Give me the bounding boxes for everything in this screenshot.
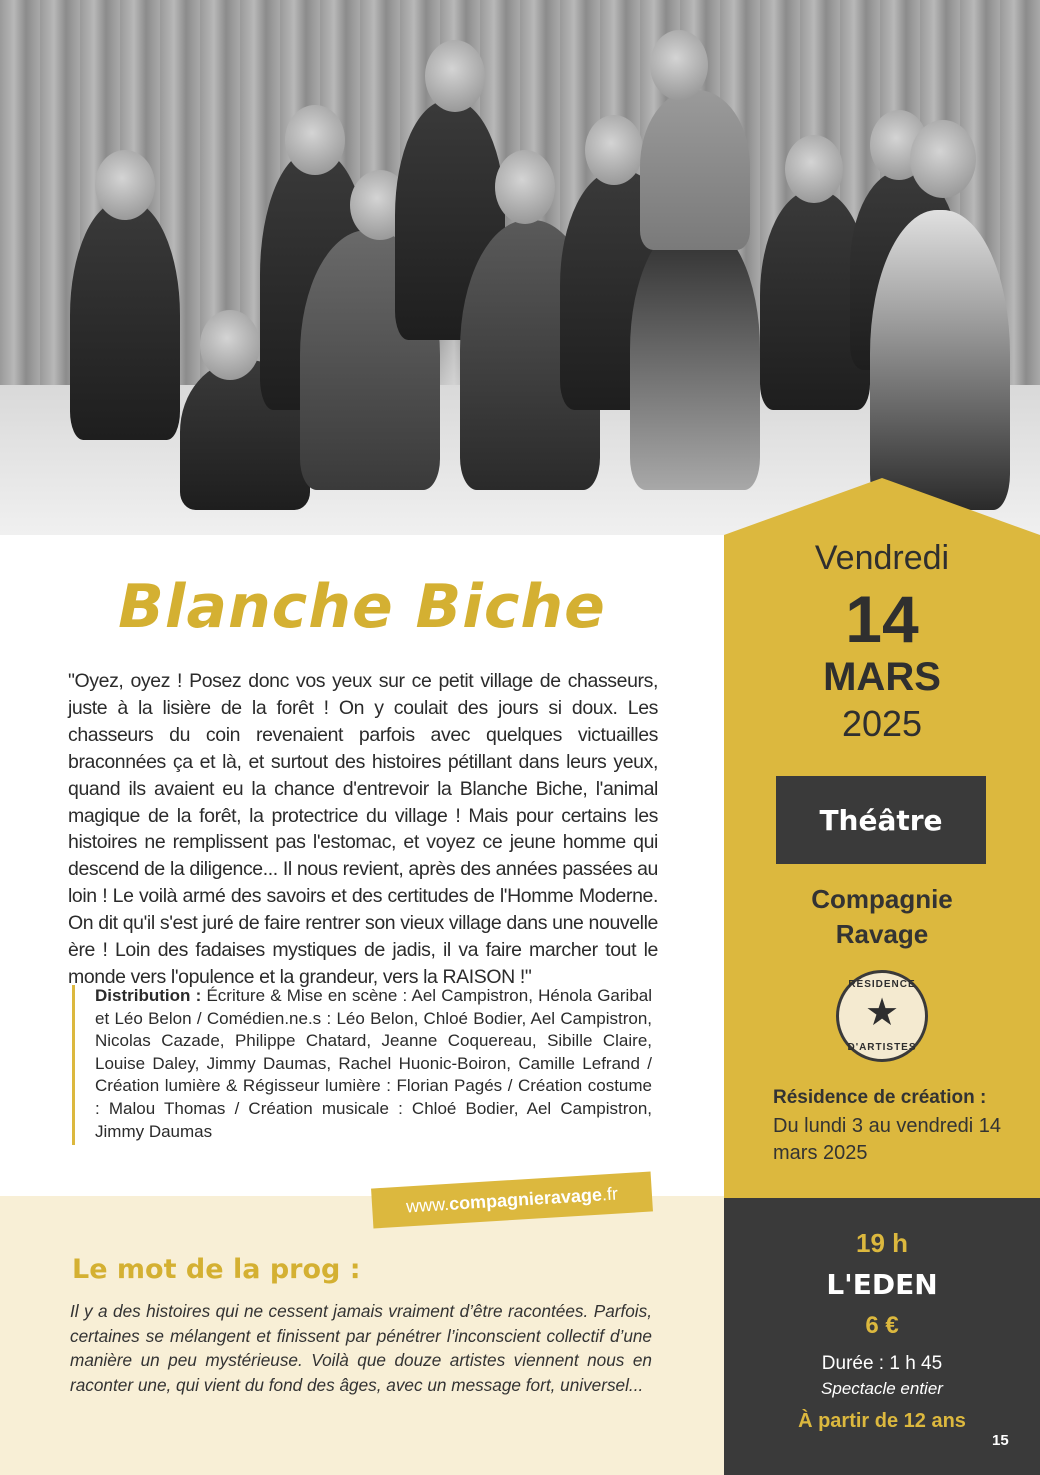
company-line-2: Ravage: [835, 919, 929, 949]
cast-member: [870, 210, 1010, 510]
credits: [72, 985, 652, 1145]
website-suffix: .fr: [601, 1183, 619, 1204]
cast-member-head: [425, 40, 485, 112]
page-number: 15: [992, 1432, 1009, 1449]
prog-text: Il y a des histoires qui ne cessent jamais vraiment d’être racontées. Parfois, certaines se mélangent et finissent par pénétrer l’inconscient collectif d’une manière un peu mystérieuse. Voilà que douze artistes viennent nous en raconter une, qui vient du fond des âges, avec un message fort, universel...: [70, 1301, 652, 1396]
cast-member-head: [585, 115, 643, 185]
company-name: [724, 882, 1040, 952]
residence-badge-icon: [836, 970, 928, 1062]
company-line-1: Compagnie: [811, 884, 953, 914]
residence-badge-bottom: D'ARTISTES: [847, 1042, 917, 1053]
genre-badge: Théâtre: [776, 776, 986, 864]
website-name: compagnieravage: [448, 1184, 603, 1214]
show-title: Blanche Biche: [118, 572, 606, 642]
star-icon: ★: [864, 992, 900, 1034]
prog-title: Le mot de la prog :: [72, 1254, 361, 1285]
cast-member-head: [495, 150, 555, 224]
age-rating: À partir de 12 ans: [798, 1410, 966, 1432]
credits-text: Écriture & Mise en scène : Ael Campistron, Hénola Garibal et Léo Belon / Comédien.ne.s : Léo Belon, Chloé Bodier, Ael Campistron, Nicolas Cazade, Philippe Chatard, Jeanne Coquereau, Sibille Claire, Louise Daley, Jimmy Daumas, Rachel Huonic-Boiron, Camille Lefrand / Création lumière & Régisseur lumière : Florian Pagés / Création costume : Malou Thomas / Création musicale : Chloé Bodier, Ael Campistron, Jimmy Daumas: [95, 986, 652, 1141]
cast-member: [630, 220, 760, 490]
event-day: 14: [845, 582, 919, 656]
cast-member-head: [650, 30, 708, 100]
event-year: 2025: [841, 703, 923, 744]
cast-member-head: [785, 135, 843, 203]
cast-member-head: [95, 150, 155, 220]
cast-group: [50, 40, 1010, 515]
cast-member: [640, 90, 750, 250]
show-time: 19 h: [855, 1228, 909, 1258]
cast-member-head: [910, 120, 976, 198]
venue-name: L'EDEN: [826, 1268, 938, 1301]
website-prefix: www.: [405, 1193, 450, 1216]
cast-member-head: [200, 310, 260, 380]
synopsis: "Oyez, oyez ! Posez donc vos yeux sur ce petit village de chasseurs, juste à la lisière de la forêt ! On y coulait des jours si doux. Les chasseurs du coin revenaient parfois avec quelques victuailles braconnées ça et là, et surtout des histoires pétillant dans leurs yeux, quand ils avaient eu la chance d'entrevoir la Blanche Biche, l'animal magique de la forêt, la protectrice du village ! Mais pour certains les histoires ne remplissent pas l'estomac, et voyez ce jeune homme qui descend de la diligence... Il nous revient, après des années passées au loin ! Le voilà armé des savoirs et des certitudes de l'Homme Moderne. On dit qu'il s'est juré de faire rentrer son vieux village dans une nouvelle ère ! Loin des fadaises mystiques de jadis, il va faire marcher tout le monde vers l'opulence et la grandeur, vers la RAISON !": [68, 670, 658, 988]
residence-badge-top: RÉSIDENCE: [848, 979, 916, 990]
event-weekday: Vendredi: [814, 539, 950, 577]
credits-label: Distribution :: [95, 986, 202, 1005]
cast-photo: [0, 0, 1040, 535]
residence-dates: Du lundi 3 au vendredi 14 mars 2025: [773, 1115, 1001, 1164]
residence-title: Résidence de création :: [773, 1087, 987, 1108]
intermission-note: Spectacle entier: [821, 1379, 943, 1398]
event-month: MARS: [823, 655, 941, 699]
show-duration: Durée : 1 h 45: [821, 1353, 943, 1374]
cast-member-head: [285, 105, 345, 175]
ticket-price: 6 €: [865, 1312, 899, 1339]
cast-member: [70, 200, 180, 440]
